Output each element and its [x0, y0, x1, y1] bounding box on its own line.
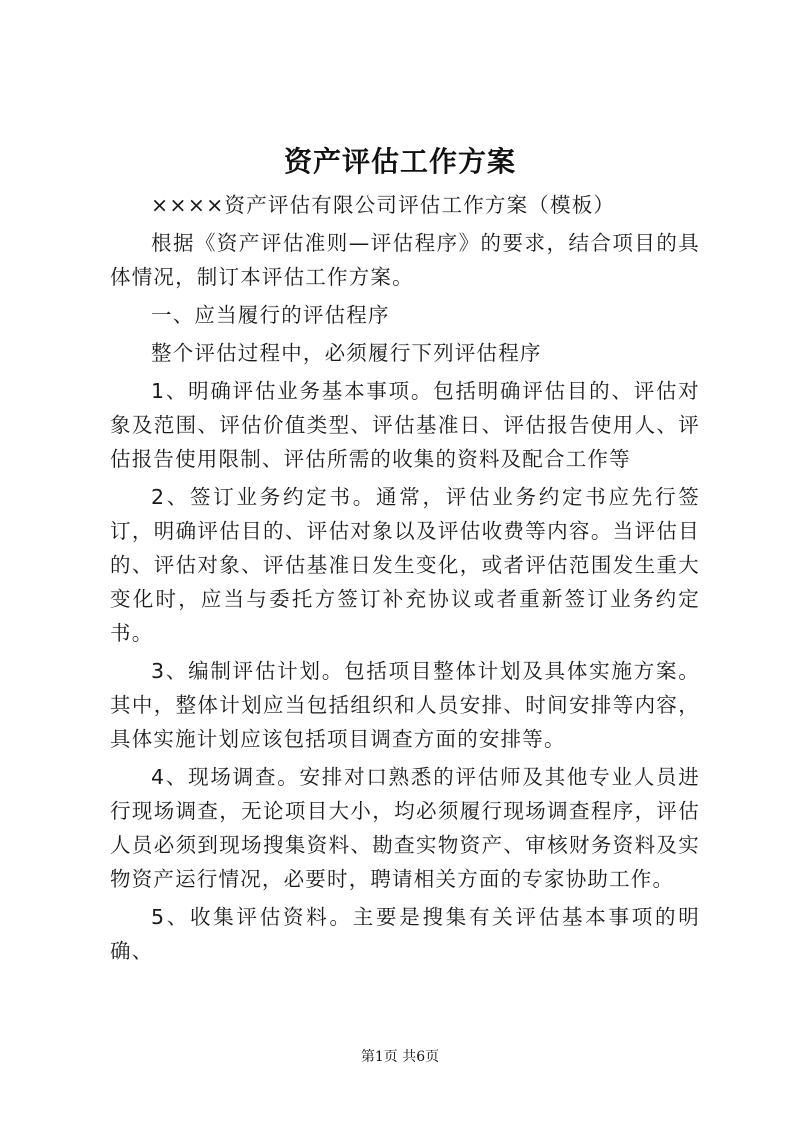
paragraph-step-1: 1、明确评估业务基本事项。包括明确评估目的、评估对象及范围、评估价值类型、评估基准日、评估报告使用人、评估报告使用限制、评估所需的收集的资料及配合工作等	[110, 379, 700, 471]
paragraph-intro: 根据《资产评估准则—评估程序》的要求，结合项目的具体情况，制订本评估工作方案。	[110, 231, 700, 289]
paragraph-step-4: 4、现场调查。安排对口熟悉的评估师及其他专业人员进行现场调查，无论项目大小，均必须履行现场调查程序，评估人员必须到现场搜集资料、勘查实物资产、审核财务资料及实物资产运行情况，必要时，聘请相关方面的专家协助工作。	[110, 765, 700, 891]
section-heading-procedures: 一、应当履行的评估程序	[151, 303, 390, 327]
paragraph-step-2: 2、签订业务约定书。通常，评估业务约定书应先行签订，明确评估目的、评估对象以及评估收费等内容。当评估目的、评估对象、评估基准日发生变化，或者评估范围发生重大变化时，应当与委托方签订补充协议或者重新签订业务约定书。	[110, 485, 700, 645]
paragraph-step-5: 5、收集评估资料。主要是搜集有关评估基本事项的明确、	[110, 905, 700, 963]
document-body	[110, 188, 700, 968]
page-number-footer: 第1页 共6页	[360, 1049, 440, 1065]
paragraph-step-3: 3、编制评估计划。包括项目整体计划及具体实施方案。其中，整体计划应当包括组织和人员安排、时间安排等内容，具体实施计划应该包括项目调查方面的安排等。	[110, 659, 700, 751]
paragraph-procedures-lead: 整个评估过程中，必须履行下列评估程序	[151, 341, 542, 365]
document-title: 资产评估工作方案	[283, 145, 516, 178]
paragraph-company-heading: ××××资产评估有限公司评估工作方案（模板）	[151, 193, 616, 217]
